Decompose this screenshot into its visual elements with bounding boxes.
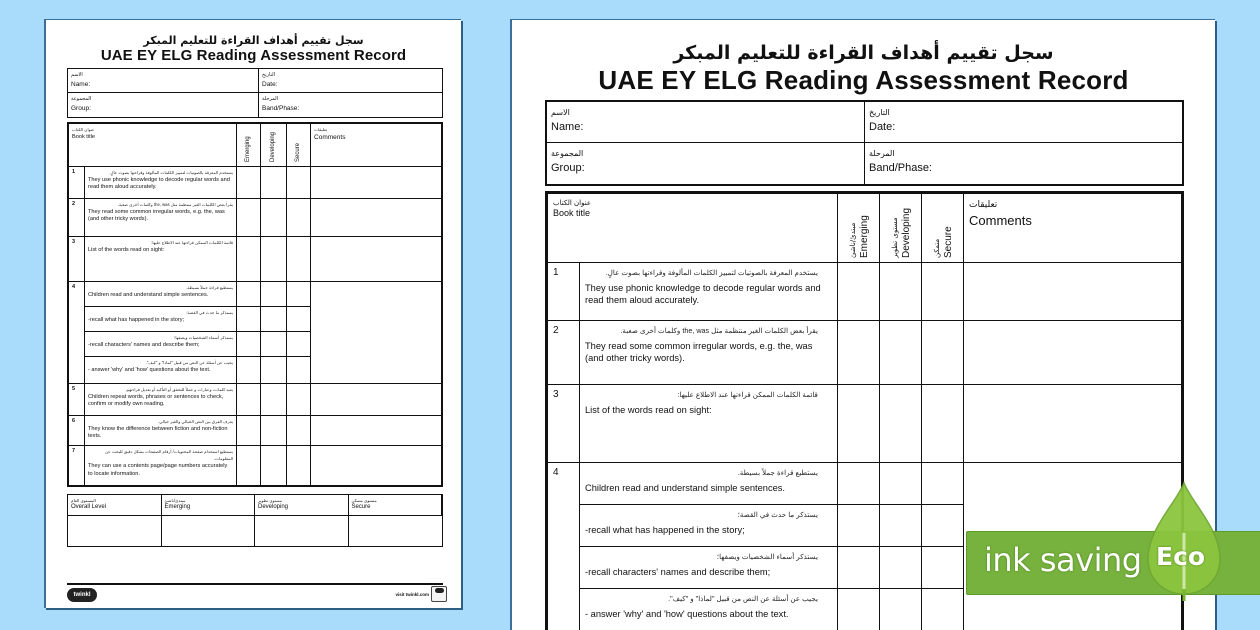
developing-check[interactable]: [880, 463, 922, 505]
emerging-check[interactable]: [237, 357, 261, 384]
twinkl-logo: twinkl: [67, 588, 97, 602]
secure-header: مستوى متمكن Secure: [349, 495, 443, 516]
page-thumbnail-full[interactable]: [44, 19, 461, 608]
secure-header: Secure: [287, 124, 311, 167]
developing-header: مستوى تطوير Developing: [880, 194, 922, 263]
table-row: 3 قائمة الكلمات الممكن قراءتها عند الاطلاع عليها: List of the words read on sight:: [69, 237, 442, 282]
comments-cell[interactable]: [311, 282, 442, 384]
ink-saving-label: ink saving: [984, 541, 1142, 579]
developing-check[interactable]: [880, 263, 922, 321]
emerging-check[interactable]: [237, 282, 261, 307]
emerging-check[interactable]: [237, 167, 261, 199]
emerging-cell[interactable]: [162, 516, 256, 546]
emerging-header: مبتدئ/ناشئ Emerging: [162, 495, 256, 516]
developing-check[interactable]: [261, 332, 287, 357]
table-row: يستذكر أسماء الشخصيات ويصفها؛ -recall characters' names and describe them;: [69, 332, 442, 357]
table-row: 2 يقرأ بعض الكلمات الغير منتظمة مثل the, was وكلمات أخرى صعبة. They read some common irregular words, e.g. the, was (and other tricky words).: [548, 321, 1182, 385]
title-english: UAE EY ELG Reading Assessment Record: [100, 47, 407, 64]
developing-check[interactable]: [880, 321, 922, 385]
emerging-check[interactable]: [838, 385, 880, 463]
info-fields: [545, 100, 1184, 186]
secure-check[interactable]: [287, 307, 311, 332]
table-header-row: [69, 124, 442, 167]
secure-check[interactable]: [287, 282, 311, 307]
comments-header: تعليقات Comments: [311, 124, 442, 167]
comments-cell[interactable]: [311, 416, 442, 446]
table-row: يجيب عن أسئلة عن النص من قبيل "لماذا" و "كيف". - answer 'why' and 'how' questions about the text.: [69, 357, 442, 384]
emerging-check[interactable]: [838, 321, 880, 385]
secure-check[interactable]: [922, 263, 964, 321]
emerging-check[interactable]: [237, 199, 261, 237]
leaf-drop-icon: [1146, 481, 1222, 601]
title-english: UAE EY ELG Reading Assessment Record: [598, 65, 1129, 95]
developing-check[interactable]: [880, 385, 922, 463]
developing-check[interactable]: [261, 357, 287, 384]
developing-check[interactable]: [261, 446, 287, 486]
table-row: 6 يعرف الفرق بين النص الخيالي والغير خيالي. They know the difference between fiction and non-fiction texts.: [69, 416, 442, 446]
table-row: 5 يعيد كلمات، وعبارات و جملاً للتحقق أو التأكيد أو تعديل قراءتهم. Children repeat words, phrases or sentences to check, confirm or modify own reading.: [69, 384, 442, 416]
quality-badge-icon: [431, 586, 447, 602]
secure-cell[interactable]: [349, 516, 443, 546]
emerging-check[interactable]: [838, 463, 880, 505]
emerging-check[interactable]: [838, 263, 880, 321]
developing-header: مستوى تطوير Developing: [255, 495, 349, 516]
secure-check[interactable]: [287, 199, 311, 237]
developing-header: Developing: [261, 124, 287, 167]
secure-check[interactable]: [287, 357, 311, 384]
date-field: التاريخ Date:: [865, 102, 1182, 143]
info-fields: [67, 68, 443, 118]
table-row: 1 يستخدم المعرفة بالصوتيات لتمييز الكلمات المألوفة وقراءتها بصوت عالٍ. They use phonic knowledge to decode regular words and read them aloud accurately.: [548, 263, 1182, 321]
comments-cell[interactable]: [311, 167, 442, 199]
secure-header: متمكن Secure: [922, 194, 964, 263]
footer-divider: [67, 583, 443, 585]
developing-check[interactable]: [880, 589, 922, 630]
secure-check[interactable]: [922, 321, 964, 385]
table-header-row: [548, 194, 1182, 263]
developing-check[interactable]: [261, 384, 287, 416]
emerging-check[interactable]: [838, 547, 880, 589]
emerging-check[interactable]: [237, 416, 261, 446]
criteria-table: [67, 122, 443, 487]
title-arabic: سجل تقييم أهداف القراءة للتعليم المبكر: [143, 34, 364, 47]
table-row: 4 يستطيع قراءة جملاً بسيطة. Children read and understand simple sentences.: [548, 463, 1182, 505]
secure-check[interactable]: [287, 416, 311, 446]
eco-label: Eco: [1156, 542, 1206, 571]
table-row: يجيب عن أسئلة عن النص من قبيل "لماذا" و "كيف". - answer 'why' and 'how' questions about the text.: [548, 589, 1182, 630]
table-row: 7 يستطيع استخدام صفحة المحتويات/ أرقام الصفحات بشكل دقيق للبحث عن المعلومات. They can use a contents page/page numbers accurately to locate information.: [69, 446, 442, 486]
emerging-check[interactable]: [237, 384, 261, 416]
table-row: يستذكر ما حدث في القصة؛ -recall what has happened in the story;: [69, 307, 442, 332]
secure-check[interactable]: [922, 463, 964, 505]
date-field: التاريخ Date:: [259, 69, 442, 93]
developing-check[interactable]: [261, 282, 287, 307]
secure-check[interactable]: [287, 167, 311, 199]
group-field: المجموعة Group:: [68, 93, 259, 117]
emerging-header: Emerging: [237, 124, 261, 167]
developing-check[interactable]: [261, 416, 287, 446]
emerging-check[interactable]: [838, 505, 880, 547]
name-field: الاسم Name:: [68, 69, 259, 93]
comments-header: تعليقات Comments: [964, 194, 1182, 263]
developing-check[interactable]: [261, 199, 287, 237]
table-row: يستذكر أسماء الشخصيات ويصفها؛ -recall characters' names and describe them;: [548, 547, 1182, 589]
secure-check[interactable]: [922, 547, 964, 589]
secure-check[interactable]: [922, 589, 964, 630]
overall-level-cell[interactable]: [68, 516, 162, 546]
comments-cell[interactable]: [964, 263, 1182, 321]
group-field: المجموعة Group:: [547, 143, 865, 184]
comments-cell[interactable]: [311, 199, 442, 237]
table-row: 1 يستخدم المعرفة بالصوتيات لتمييز الكلمات المألوفة وقراءتها بصوت عالٍ. They use phonic knowledge to decode regular words and read them aloud accurately.: [69, 167, 442, 199]
name-field: الاسم Name:: [547, 102, 865, 143]
eco-leaf-icon: [1146, 481, 1222, 601]
comments-cell[interactable]: [311, 446, 442, 486]
band-phase-field: المرحلة Band/Phase:: [262, 96, 300, 112]
comments-cell[interactable]: [311, 384, 442, 416]
emerging-check[interactable]: [237, 332, 261, 357]
developing-check[interactable]: [880, 505, 922, 547]
developing-check[interactable]: [261, 237, 287, 282]
secure-check[interactable]: [287, 446, 311, 486]
table-row: يستذكر ما حدث في القصة؛ -recall what has happened in the story;: [548, 505, 1182, 547]
comments-cell[interactable]: [311, 237, 442, 282]
visit-link: visit twinkl.com: [395, 592, 429, 597]
emerging-check[interactable]: [838, 589, 880, 630]
title-arabic: سجل تقييم أهداف القراءة للتعليم المبكر: [673, 42, 1054, 64]
table-row: 2 يقرأ بعض الكلمات الغير منتظمة مثل the, was وكلمات أخرى صعبة. They read some common irregular words, e.g. the, was (and other tricky words).: [69, 199, 442, 237]
developing-check[interactable]: [880, 547, 922, 589]
book-title-header: عنوان الكتاب Book title: [69, 124, 237, 167]
secure-check[interactable]: [922, 505, 964, 547]
comments-cell[interactable]: [964, 385, 1182, 463]
secure-check[interactable]: [287, 332, 311, 357]
band-phase-field: المرحلة Band/Phase:: [869, 149, 932, 174]
comments-cell[interactable]: [964, 321, 1182, 385]
emerging-check[interactable]: [237, 307, 261, 332]
overall-level-table: [67, 494, 443, 547]
developing-check[interactable]: [261, 307, 287, 332]
overall-level-header: المستوى العام Overall Level: [68, 495, 162, 516]
developing-check[interactable]: [261, 167, 287, 199]
emerging-header: مبتدئ/ناشئ Emerging: [838, 194, 880, 263]
developing-cell[interactable]: [255, 516, 349, 546]
secure-check[interactable]: [287, 384, 311, 416]
emerging-check[interactable]: [237, 446, 261, 486]
secure-check[interactable]: [922, 385, 964, 463]
secure-check[interactable]: [287, 237, 311, 282]
book-title-header: عنوان الكتاب Book title: [548, 194, 838, 263]
emerging-check[interactable]: [237, 237, 261, 282]
table-row: 4 يستطيع قراءة جملاً بسيطة. Children read and understand simple sentences.: [69, 282, 442, 307]
version-text: · · · · · ·: [428, 576, 439, 580]
table-row: 3 قائمة الكلمات الممكن قراءتها عند الاطلاع عليها: List of the words read on sight:: [548, 385, 1182, 463]
